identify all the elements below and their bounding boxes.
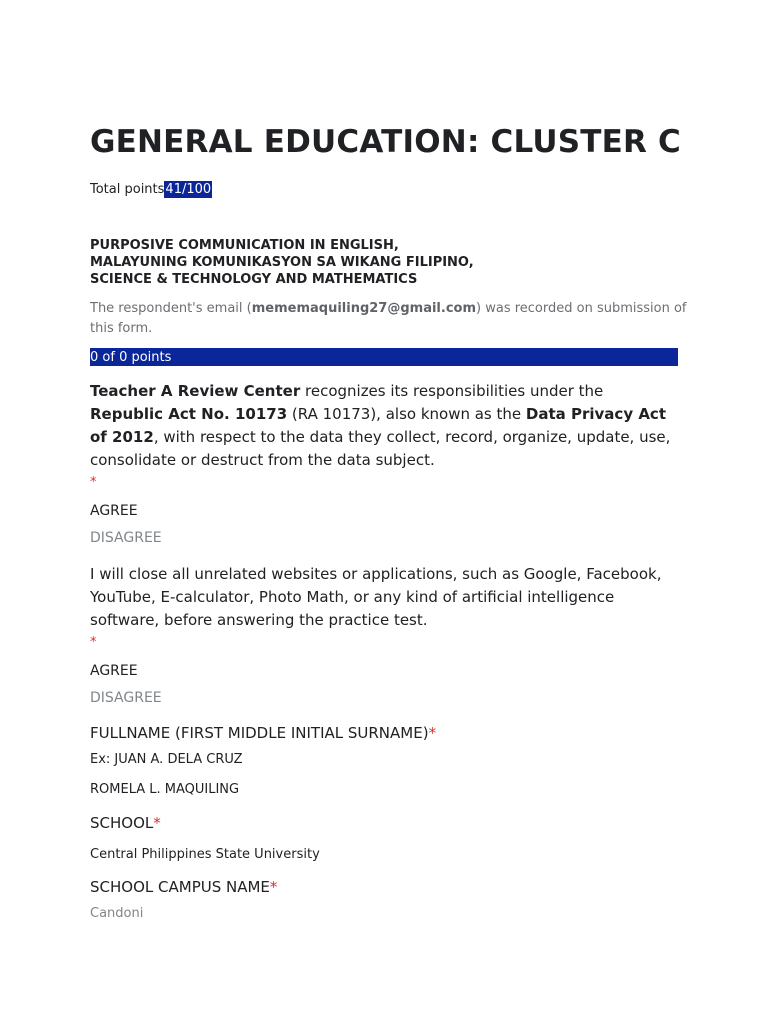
close-apps-option-disagree[interactable]: DISAGREE — [90, 690, 162, 706]
form-subtitle — [90, 237, 474, 288]
school-question-label: SCHOOL* — [90, 814, 161, 832]
total-points-label: Total points — [90, 182, 165, 197]
fullname-hint: Ex: JUAN A. DELA CRUZ — [90, 752, 243, 767]
subtitle-line: SCIENCE & TECHNOLOGY AND MATHEMATICS — [90, 272, 418, 287]
privacy-option-agree[interactable]: AGREE — [90, 503, 138, 519]
total-points-value: 41/100 — [165, 182, 212, 197]
campus-answer[interactable]: Candoni — [90, 906, 144, 921]
section-points-bar: 0 of 0 points — [90, 348, 678, 366]
campus-question-label: SCHOOL CAMPUS NAME* — [90, 878, 278, 896]
close-apps-question-text: I will close all unrelated websites or applications, such as Google, Facebook, YouTube, E-calculator, Photo Math, or any kind of artificial intelligence software, before answering the practice test. — [90, 565, 662, 629]
fullname-question-label: FULLNAME (FIRST MIDDLE INITIAL SURNAME)* — [90, 724, 437, 742]
fullname-answer[interactable]: ROMELA L. MAQUILING — [90, 782, 240, 797]
subtitle-line: PURPOSIVE COMMUNICATION IN ENGLISH, — [90, 238, 399, 253]
required-asterisk: * — [90, 475, 97, 490]
privacy-question-text: Teacher A Review Center recognizes its responsibilities under the Republic Act No. 10173 (RA 10173), also known as the Data Privacy Act of 2012, with respect to the data they collect, record, organize, update, use, consolidate or destruct from the data subject. — [90, 382, 671, 469]
privacy-option-disagree[interactable]: DISAGREE — [90, 530, 162, 546]
subtitle-line: MALAYUNING KOMUNIKASYON SA WIKANG FILIPINO, — [90, 255, 474, 270]
form-title: GENERAL EDUCATION: CLUSTER C — [90, 124, 681, 160]
total-points — [90, 182, 212, 197]
email-recorded-note: The respondent's email (mememaquiling27@gmail.com) was recorded on submission of this form. — [90, 301, 687, 336]
respondent-email: mememaquiling27@gmail.com — [251, 301, 477, 316]
close-apps-option-agree[interactable]: AGREE — [90, 663, 138, 679]
required-asterisk: * — [90, 635, 97, 650]
school-answer[interactable]: Central Philippines State University — [90, 847, 320, 862]
